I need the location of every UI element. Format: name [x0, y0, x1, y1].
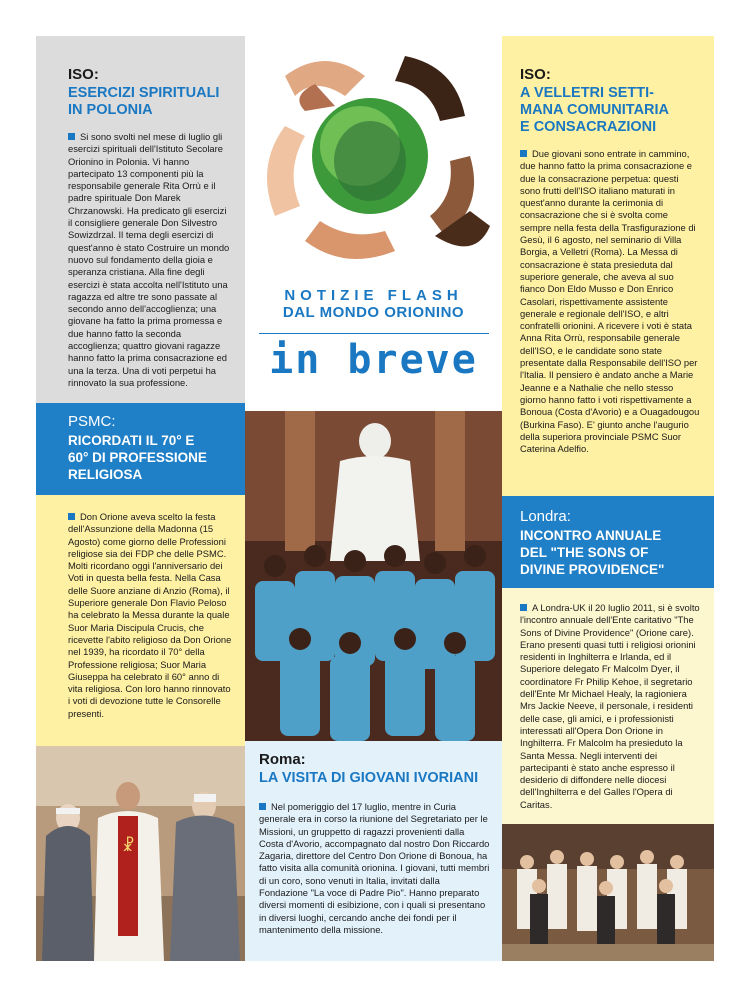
article-kicker: PSMC:	[68, 413, 116, 430]
bullet-square-icon	[520, 150, 527, 157]
article-kicker: ISO:	[68, 66, 99, 83]
hands-globe-illustration	[245, 36, 502, 281]
bullet-square-icon	[68, 133, 75, 140]
article-headline: LA VISITA DI GIOVANI IVORIANI	[259, 770, 479, 786]
section-title: in breve	[269, 337, 478, 383]
photo-nuns-mass-illustration	[36, 746, 245, 961]
article-body: Si sono svolti nel mese di luglio gli esercizi spirituali dell'Istituto Secolare Orionino in Polonia. Vi hanno partecipato 13 componenti più la responsabile generale Rita Orrù e il padre spirituale Don Marek Chrzanowski. Ha predicato gli esercizi il consigliere generale Don Silvestro Sowizdrzal. Il tema degli esercizi di quest'anno è stato Costruire un mondo nuovo sul fondamento della gioia e speranza cristiana. Alla fine degli esercizi è stata accolta nell'Istituto una ragazza ed altre tre sono passate al secondo anno dell'accoglienza; una giovane ha fatto la prima promessa e due hanno fatto la seconda accoglienza; quattro giovani ragazze hanno fatto la prima consacrazione ed una la terza. Una di voti perpetui ha rinnovato la sua professione.	[68, 131, 230, 388]
article-kicker: ISO:	[520, 66, 551, 83]
article-body: A Londra-UK il 20 luglio 2011, si è svolto l'incontro annuale dell'Ente caritativo "The Sons of Divine Providence" (Orione care). Erano presenti quasi tutti i religiosi orionini residenti in Inghilterra e Irlanda, ed il Superiore delegato Fr Malcolm Dyer, il coordinatore Fr Philip Kehoe, il segretario dell'Ente Mr Michael Healy, la ragioniera Mrs Jackie Neeve, il personale, i residenti delle case, gli amici, e i professionisti interessati all'Opera Don Orione in Inghilterra. Fr Malcolm ha presieduto la Santa Messa. Negli interventi dei partecipanti è stato anche espresso il desiderio di diffondere nelle diocesi dell'Inghilterra e del Galles l'Opera di Caritas.	[520, 602, 700, 810]
article-iso-velletri	[502, 36, 714, 496]
article-psmc-header	[36, 403, 245, 495]
article-body: Due giovani sono entrate in cammino, due hanno fatto la prima consacrazione e due la consacrazione perpetua: questi sono frutti dell'ISO italiano maturati in quest'anno durante la cerimonia di consacrazione che si è svolta come sempre nella festa della Trasfigurazione di Gesù, il 6 agosto, nel seminario di Villa Borgia, a Velletri (Roma). La Messa di consacrazione è stata presieduta dal superiore generale, che aveva al suo fianco Don Eldo Musso e Don Enrico Casolari, rispettivamente assistente generale e regionale dell'ISO, e altri confratelli orionini. A ricevere i voti è stata Anna Rita Orrù, responsabile generale dell'ISO, e le candidate sono state presentate dalla Responsabile dell'ISO per l'Italia. Il pensiero è andato anche a Marie Jeanne e a Nathalie che nello stesso giorno hanno fatto i voti rispettivamente a Bonoua (Costa d'Avorio) e a Ouagadougou (Burkina Faso). E' giunto anche l'augurio della superiora provinciale PSMC Suor Caterina Adelfio.	[520, 148, 700, 455]
photo-ivorian-youth-illustration	[245, 411, 502, 741]
article-psmc-body	[36, 495, 245, 746]
article-body: Don Orione aveva scelto la festa dell'Assunzione della Madonna (15 Agosto) come giorno delle Professioni religiose sia dei FDP che delle PSMC. Molti ricordano oggi l'anniversario dei Voti in questa bella festa. Nella Casa delle Suore anziane di Anzio (Roma), il Superiore generale Don Flavio Peloso ha celebrato la Messa durante la quale Suor Maria Discipula Crucis, che ricevette l'abito religioso da Don Orione nel 1939, ha ricordato il 70° della Professione religiosa; Suor Maria Giuseppa ha celebrato il 60° anno di vita religiosa. Con loro hanno rinnovato i voti di devozione tutte le Consorelle presenti.	[68, 511, 232, 719]
article-kicker: Londra:	[520, 508, 571, 525]
article-roma	[245, 741, 502, 961]
svg-text:☧: ☧	[122, 836, 135, 855]
article-headline: ESERCIZI SPIRITUALI IN POLONIA	[68, 85, 220, 118]
article-body: Nel pomeriggio del 17 luglio, mentre in Curia generale era in corso la riunione del Segretariato per le Missioni, un gruppetto di ragazzi provenienti dalla Costa d'Avorio, accompagnato dal nostro Don Riccardo Zagaria, direttore del Centro Don Orione di Bonoua, ha fatto visita alla comunità orionina. I giovani, tutti membri di un coro, sono venuti in Italia, invitati dalla Fondazione "La voce di Padre Pio". Hanno preparato diversi momenti di esibizione, con i quali si presentano in diversi luoghi, cercando anche dei fondi per il mantenimento della missione.	[259, 801, 490, 935]
bullet-square-icon	[259, 803, 266, 810]
article-headline: INCONTRO ANNUALE DEL "THE SONS OF DIVINE PROVIDENCE"	[520, 528, 665, 577]
article-kicker: Roma:	[259, 751, 306, 768]
magazine-page	[36, 36, 714, 961]
section-kicker: NOTIZIE FLASH	[284, 287, 463, 304]
section-subtitle: DAL MONDO ORIONINO	[282, 304, 465, 321]
article-iso-polonia	[36, 36, 245, 403]
notizie-flash-block	[245, 281, 502, 411]
bullet-square-icon	[68, 513, 75, 520]
photo-hands-globe	[245, 36, 502, 281]
divider	[259, 333, 489, 334]
article-headline: RICORDATI IL 70° E 60° DI PROFESSIONE RELIGIOSA	[68, 433, 207, 482]
photo-london-meeting-illustration	[502, 824, 714, 961]
article-londra-header	[502, 496, 714, 588]
article-headline: A VELLETRI SETTI- MANA COMUNITARIA E CONSACRAZIONI	[520, 85, 670, 135]
photo-nuns-mass	[36, 746, 245, 961]
bullet-square-icon	[520, 604, 527, 611]
article-londra-body	[502, 588, 714, 824]
photo-ivorian-youth	[245, 411, 502, 741]
photo-london-meeting	[502, 824, 714, 961]
